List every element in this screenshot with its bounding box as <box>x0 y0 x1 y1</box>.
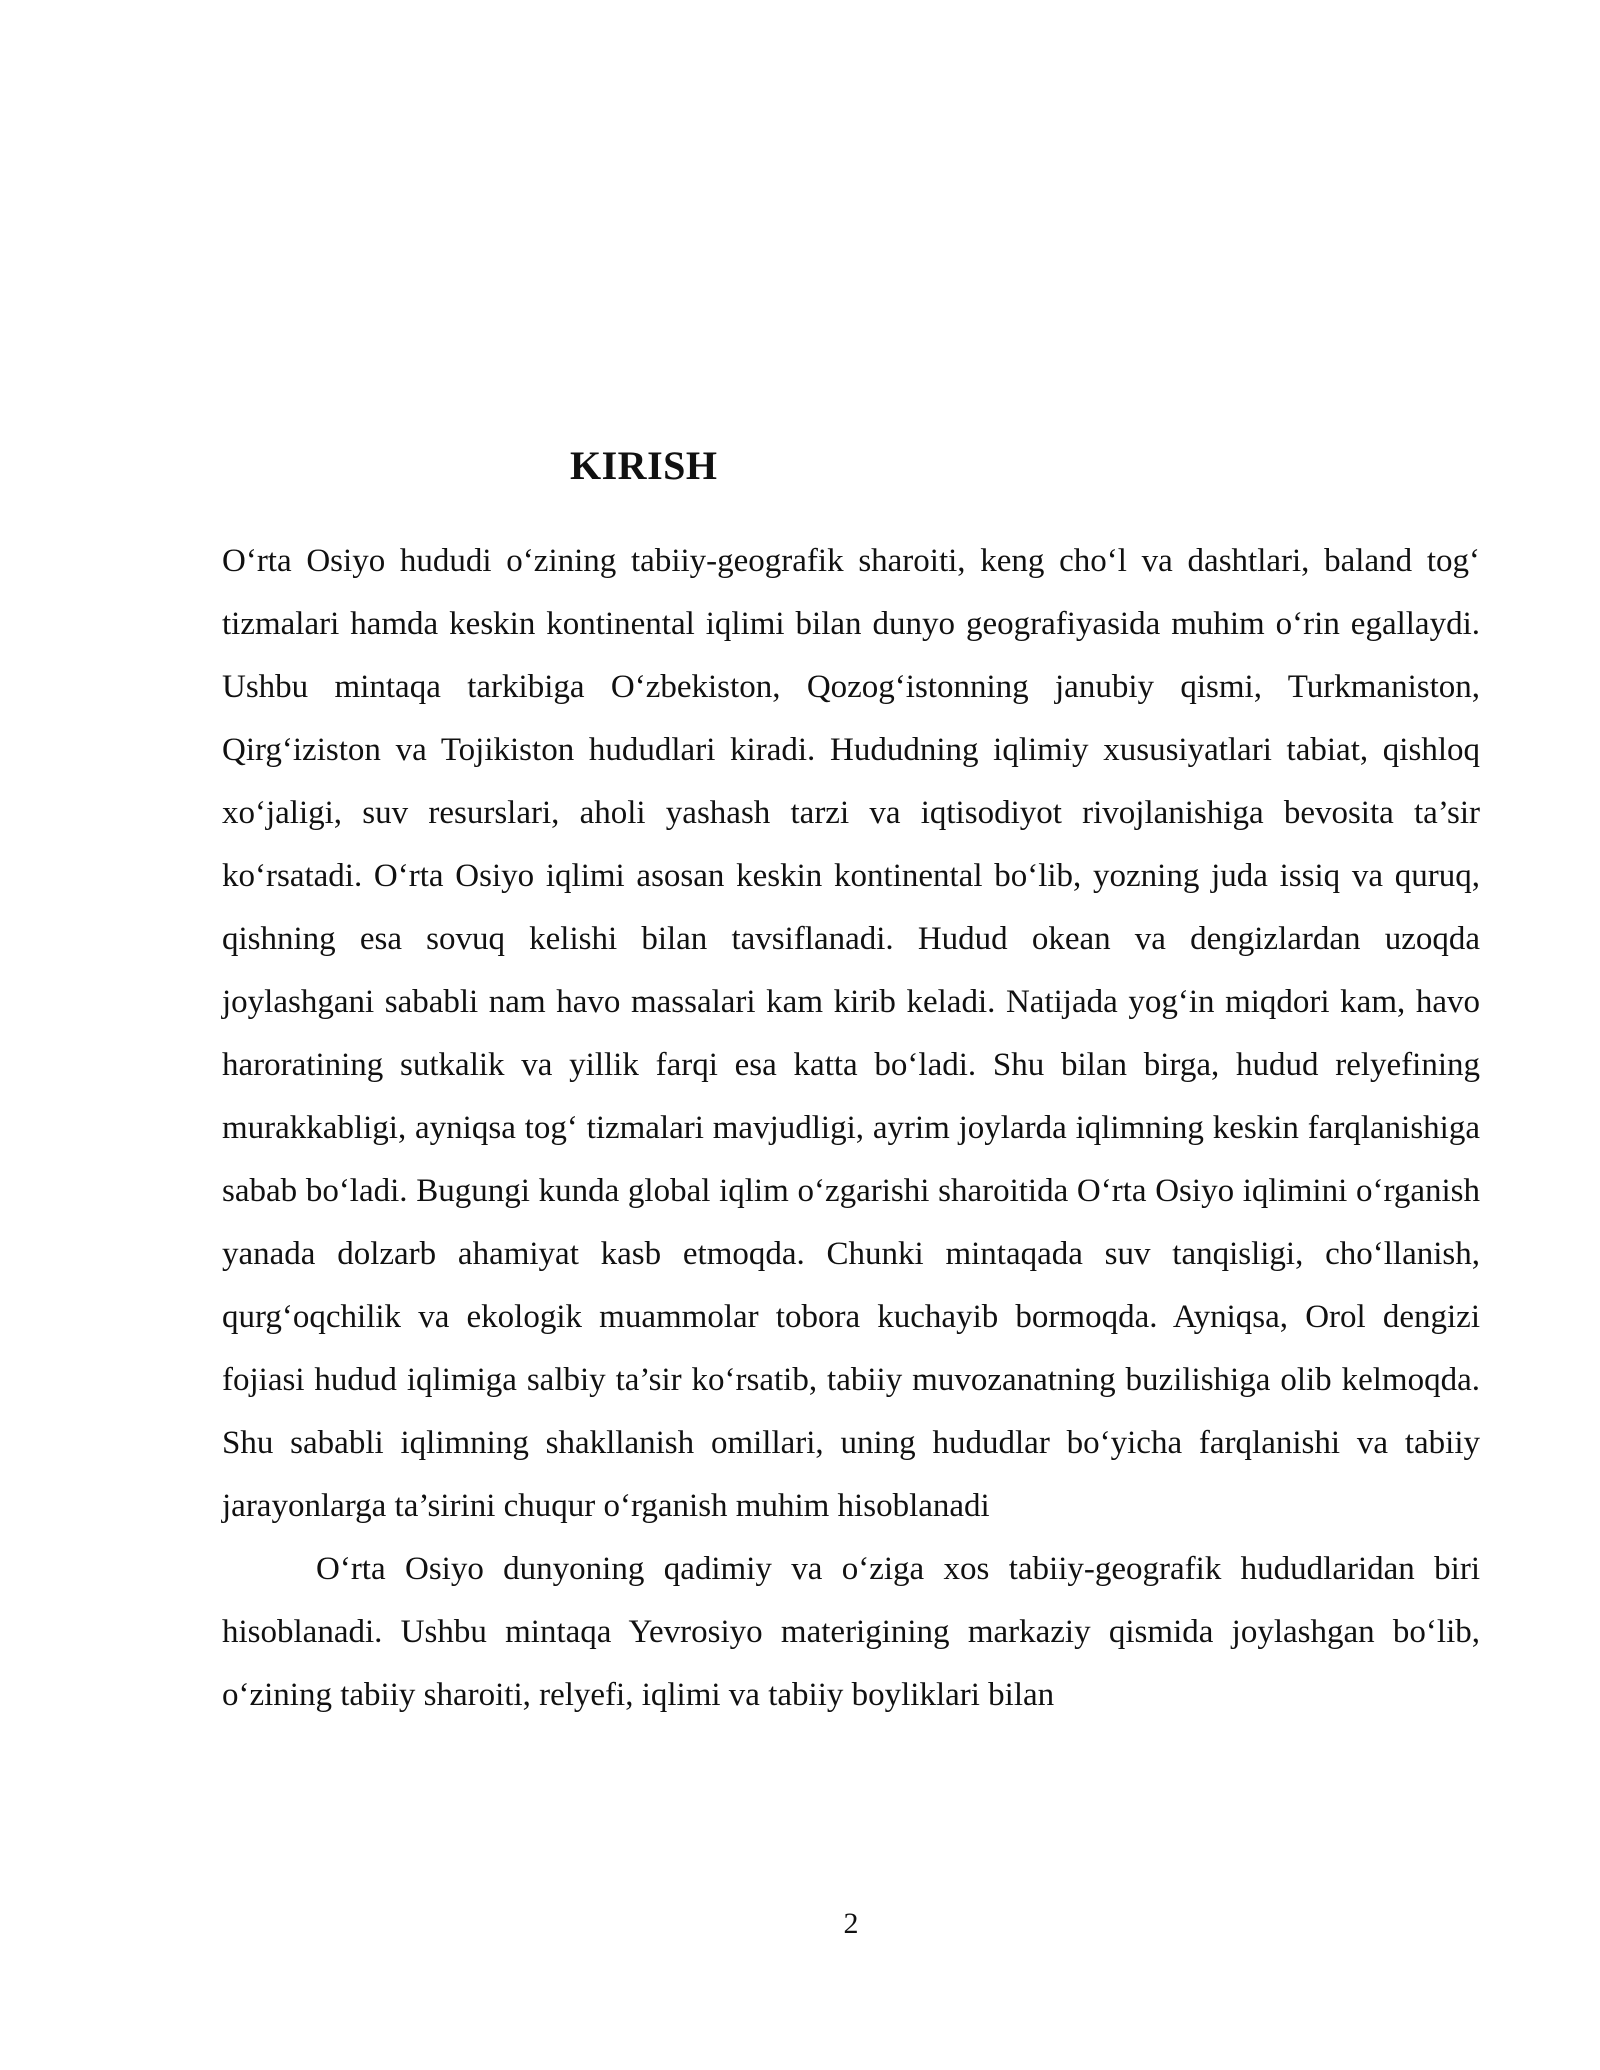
paragraph-2: O‘rta Osiyo dunyoning qadimiy va o‘ziga xos tabiiy-geografik hududlaridan biri hisoblanadi. Ushbu mintaqa Yevrosiyo materigining markaziy qismida joylashgan bo‘lib, o‘zining tabiiy sharoiti, relyefi, iqlimi va tabiiy boyliklari bilan <box>222 1551 1480 1713</box>
page-title: KIRISH <box>570 443 718 488</box>
page-number: 2 <box>843 1907 859 1940</box>
body-text <box>222 530 1480 1727</box>
paragraph-1: O‘rta Osiyo hududi o‘zining tabiiy-geografik sharoiti, keng cho‘l va dashtlari, baland tog‘ tizmalari hamda keskin kontinental iqlimi bilan dunyo geografiyasida muhim o‘rin egallaydi. Ushbu mintaqa tarkibiga O‘zbekiston, Qozog‘istonning janubiy qismi, Turkmaniston, Qirg‘iziston va Tojikiston hududlari kiradi. Hududning iqlimiy xususiyatlari tabiat, qishloq xo‘jaligi, suv resurslari, aholi yashash tarzi va iqtisodiyot rivojlanishiga bevosita ta’sir ko‘rsatadi. O‘rta Osiyo iqlimi asosan keskin kontinental bo‘lib, yozning juda issiq va quruq, qishning esa sovuq kelishi bilan tavsiflanadi. Hudud okean va dengizlardan uzoqda joylashgani sababli nam havo massalari kam kirib keladi. Natijada yog‘in miqdori kam, havo haroratining sutkalik va yillik farqi esa katta bo‘ladi. Shu bilan birga, hudud relyefining murakkabligi, ayniqsa tog‘ tizmalari mavjudligi, ayrim joylarda iqlimning keskin farqlanishiga sabab bo‘ladi. Bugungi kunda global iqlim o‘zgarishi sharoitida O‘rta Osiyo iqlimini o‘rganish yanada dolzarb ahamiyat kasb etmoqda. Chunki mintaqada suv tanqisligi, cho‘llanish, qurg‘oqchilik va ekologik muammolar tobora kuchayib bormoqda. Ayniqsa, Orol dengizi fojiasi hudud iqlimiga salbiy ta’sir ko‘rsatib, tabiiy muvozanatning buzilishiga olib kelmoqda. Shu sababli iqlimning shakllanish omillari, uning hududlar bo‘yicha farqlanishi va tabiiy jarayonlarga ta’sirini chuqur o‘rganish muhim hisoblanadi <box>222 543 1480 1524</box>
